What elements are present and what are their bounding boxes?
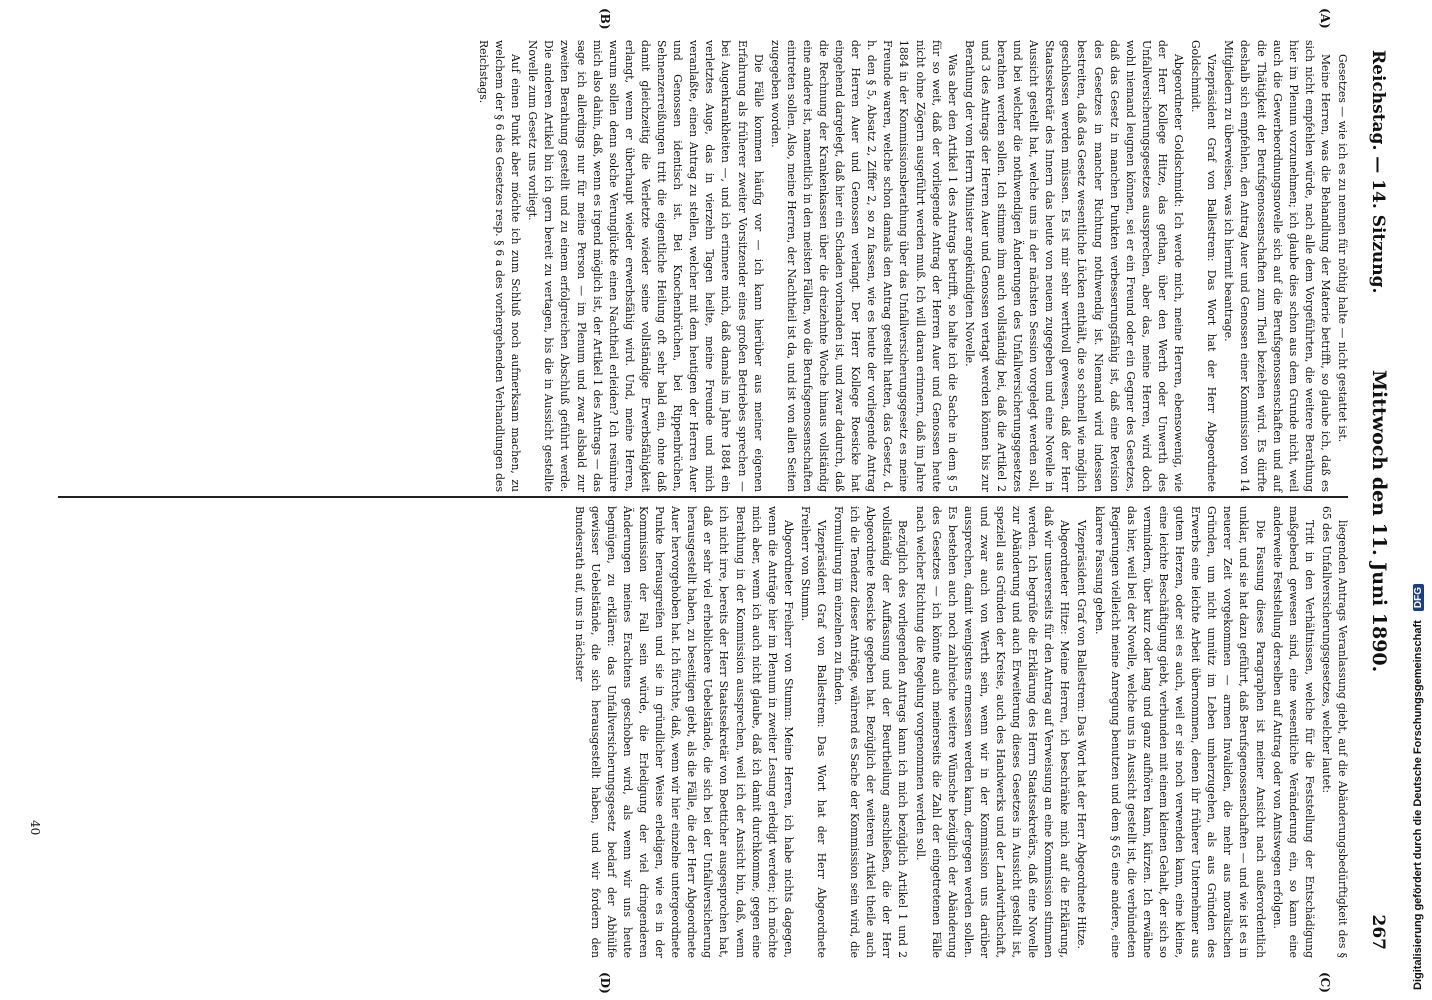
bottom-page-number: 40 <box>28 820 42 836</box>
paragraph: Abgeordneter Goldschmidt: Ich werde mich, meine Herren, ebensowenig, wie der Herr Kollege Hitze, das gethan, über den Werth oder Unwerth des Unfallversicherungsgesetzes aussprechen, aber das, meine Herren, wird doch wohl niemand leugnen können, sei er ein Freund oder ein Gegner des Gesetzes, daß das Gesetz in manchen Punkten verbesserungsfähig ist, daß eine Revision des Gesetzes in mancher Richtung nothwendig ist. Niemand wird indessen bestreiten, daß das Gesetz wesentliche Lücken enthält, die so schnell wie möglich geschlossen werden müssen. Es ist mir sehr werthvoll gewesen, daß der Herr Staatssekretär des Innern das heute von neuem zugegeben und eine Novelle in Aussicht gestellt hat, welche uns in der nächsten Session vorgelegt werden soll, und bei welcher die nothwendigen Änderungen des Unfallversicherungsgesetzes berathen werden sollen. Ich stimme ihm auch vollständig bei, daß die Artikel 2 und 3 des Antrags der Herren Auer und Genossen vertagt werden können bis zur Berathung der vom Herrn Minister angekündigten Novelle. <box>962 40 1186 492</box>
paragraph: Bezüglich des vorliegenden Antrags kann ich mich bezüglich Artikel 1 und 2 vollständig der Auffassung und der Beurtheilung anschließen, die der Herr Abgeordnete Roesicke gegeben hat. Bezüglich der weiteren Artikel theile auch ich die Tendenz dieser Anträge, während es Sache der Kommission sein wird, die Formulirung im einzelnen zu finden. <box>832 506 910 958</box>
paragraph: Abgeordneter Hitze: Meine Herren, ich beschränke mich auf die Erklärung, daß wir unsererseits für den Antrag auf Verweisung an eine Kommission stimmen werden. Ich begrüße die Erklärung des Herrn Staatssekretärs, daß eine Novelle zur Abänderung und auch Erweiterung dieses Gesetzes in Aussicht gestellt ist, speziell aus Gründen der Kreise, auch des Handwerks und der Landwirthschaft, und zwar auch von Werth sein, wenn wir in der Kommission uns darüber aussprechen, damit wenigstens ermessen werden kann, dergegen werden sollen. Es bestehen auch noch zahlreiche weitere Wünsche bezüglich der Abänderung des Gesetzes — ich könnte auch meinerseits die Zahl der eingetretenen Fälle nach welcher Richtung die Regelung vorgenommen werden soll. <box>913 506 1072 958</box>
margin-marker-a: (A) <box>1318 8 1332 29</box>
paragraph: liegenden Antrags Veranlassung giebt, auf die Abänderungsbedürftigkeit des § 65 des Unfallversicherungsgesetzes, welcher lautet: <box>1319 506 1349 958</box>
paragraph: Vizepräsident Graf von Ballestrem: Das Wort hat der Herr Abgeordnete Goldschmidt. <box>1189 40 1219 492</box>
left-text-column <box>54 40 1350 492</box>
paragraph: Vizepräsident Graf von Ballestrem: Das Wort hat der Herr Abgeordnete Hitze. <box>1075 520 1089 949</box>
margin-marker-c: (C) <box>1318 972 1332 993</box>
header-page-number: 267 <box>1368 914 1388 950</box>
footer-credit-line <box>1412 0 1432 990</box>
paragraph: Die Fassung dieses Paragraphen ist meiner Ansicht nach außerordentlich unklar, und sie hat dazu geführt, daß Berufsgenossenschaften — und wie ist es in neuerer Zeit vorgekommen — armen Invaliden, die mehr aus moralischen Gründen, um nicht unnütz im Leben umherzugehen, als aus Gründen des Erwerbs eine leichte Arbeit übernommen, denen ihr früherer Unternehmer aus gutem Herzen, oder sei es auch, weil er sie noch verwenden kann, eine kleine, eine leichte Beschäftigung giebt, verbunden mit einem kleinen Gehalt, der sich so vermindern, über kurz oder lang und ganz aufhören kann, kürzen. Ich erwähne das hier, weil bei der Novelle, welche uns in Aussicht gestellt ist, die verbündeten Regierungen vielleicht meine Anregung benutzen und dem § 65 eine andere, eine klarere Fassung geben. <box>1092 506 1267 958</box>
paragraph: Meine Herren, was die Behandlung der Materie betrifft, so glaube ich, daß es sich nicht empfehlen würde, nach alle dem Vorgeführten, die weitere Berathung hier im Plenum vorzunehmen; ich glaube dies schon aus dem Grunde nicht, weil auch die Gewerbeordnungsnovelle sich auf die Berufsgenossenschaften und auf die Thätigkeit der Berufsgenossenschaften zum Theil beziehen wird. Es dürfte deshalb sich empfehlen, den Antrag Auer und Genossen einer Kommission von 14 Mitgliedern zu überweisen, was ich hiermit beantrage. <box>1222 40 1332 492</box>
column-divider <box>58 496 1348 498</box>
paragraph: Tritt in den Verhältnissen, welche für die Feststellung der Entschädigung maßgebend gewesen sind, eine wesentliche Veränderung ein, so kann eine anderweite Feststellung derselben auf Antrag oder von Amtswegen erfolgen. <box>1270 506 1316 958</box>
margin-marker-d: (D) <box>598 972 612 994</box>
paragraph: Abgeordneter Freiherr von Stumm: Meine Herren, ich habe nichts dagegen, wenn die Anträge hier im Plenum in zweiter Lesung erledigt werden; ich möchte mich aber, wenn ich auch nicht glaube, daß ich damit durchkomme, gegen eine Berathung in der Kommission aussprechen, weil ich der Ansicht bin, daß, wenn ich nicht irre, bereits der Herr Staatssekretär von Boetticher ausgesprochen hat, daß er sehr viel erheblichere Uebelstände, die sich bei der Unfallversicherung herausgestellt haben, zu beseitigen giebt, als die Fälle, die der Herr Abgeordnete Auer hervorgehoben hat. Ich fürchte, daß, wenn wir hier einzelne untergeordnete Punkte herausgreifen und sie in gründlicher Weise erledigen, wie es in der Kommission der Fall sein würde, die Erledigung der viel dringenderen Änderungen meines Erachtens geschoben wird, als wenn wir uns heute begnügen, zu erklären: das Unfallversicherungsgesetz bedarf der Abhülfe gewisser Uebelstände, die sich herausgestellt haben, und wir fordern den Bundesrath auf, uns in nächster <box>572 506 795 958</box>
footer-credit: Digitalisierung gefördert durch die Deutsche Forschungsgemeinschaft <box>1412 620 1424 990</box>
paragraph: Auf einen Punkt aber möchte ich zum Schluß noch aufmerksam machen, zu welchem der § 6 des Gesetzes resp. § 6 a des vorhergehenden Verhandlungen des Reichstags. <box>477 40 523 492</box>
header-left: Reichstag. — 14. Sitzung. <box>1368 50 1388 294</box>
paragraph: Gesetzes — wie ich es zu nennen für nöthig halte — nicht gestattet ist. <box>1336 54 1349 443</box>
page-header <box>1356 40 1392 960</box>
margin-marker-b: (B) <box>598 8 612 30</box>
paragraph: Die Fälle kommen häufig vor — ich kann hierüber aus meiner eigenen Erfahrung als früherer zweiter Vorsitzender eines großen Betriebes sprechen — bei Augenkrankheiten —, und ich erinnere mich, daß damals im Jahre 1884 ein verletztes Auge, das in vierzehn Tagen heilte, meine Freunde und mich veranlaßte, einen Antrag zu stellen, welcher mit dem heutigen der Herren Auer und Genossen identisch ist. Bei Knochenbrüchen, bei Rippenbrüchen, Sehnenzerreißungen tritt die eigentliche Heilung oft sehr bald ein, ohne daß damit gleichzeitig die Verletzte wieder seine vollständige Erwerbsfähigkeit erlangt, wenn er überhaupt wieder erwerbsfähig wird. Und, meine Herren, warum sollen denn solche Verunglückte einen Nachtheil erleiden? Ich resümire mich also dahin, daß, wenn es irgend möglich ist, der Artikel 1 des Antrags — das sage ich allerdings nur für meine Person — im Plenum und zwar alsbald zur zweiten Berathung gestellt und zu einem erfolgreichen Abschluß geführt werde. Die anderen Artikel bin ich gern bereit zu vertagen, bis die in Aussicht gestellte Novelle zum Gesetz uns vorliegt. <box>526 40 765 492</box>
paragraph: Was aber den Artikel 1 des Antrags betrifft, so halte ich die Sache in dem § 5 für so weit, daß der vorliegende Antrag der Herren Auer und Genossen heute nicht ohne Zögern ausgeführt werden muß. Ich will daran erinnern, daß im Jahre 1884 in der Kommissionsberathung über das Unfallversicherungsgesetz es meine Freunde waren, welche schon damals den Antrag gestellt hatten, das Gesetz, d. h. den § 5, Absatz 2, Ziffer 2, so zu fassen, wie es heute der vorliegende Antrag der Herren Auer und Genossen verlangt. Der Herr Kollege Roesicke hat eingehend dargelegt, daß hier ein Schaden vorhanden ist, und zwar dadurch, daß die Rechnung der Krankenkassen über die dreizehnte Woche hinaus vollständig eine andere ist, namentlich in den meisten Fällen, wo die Berufsgenossenschaften eintreten sollen. Also, meine Herren, der Nachtheil ist da, und ist von allen Seiten zugegeben worden. <box>768 40 959 492</box>
digitization-footer <box>1404 0 1430 1000</box>
header-date: Mittwoch den 11. Juni 1890. <box>1368 370 1390 673</box>
right-text-column <box>54 506 1350 958</box>
paragraph: Vizepräsident Graf von Ballestrem: Das Wort hat der Herr Abgeordnete Freiherr von Stumm. <box>798 506 828 958</box>
dfg-logo: DFG <box>1413 584 1424 611</box>
